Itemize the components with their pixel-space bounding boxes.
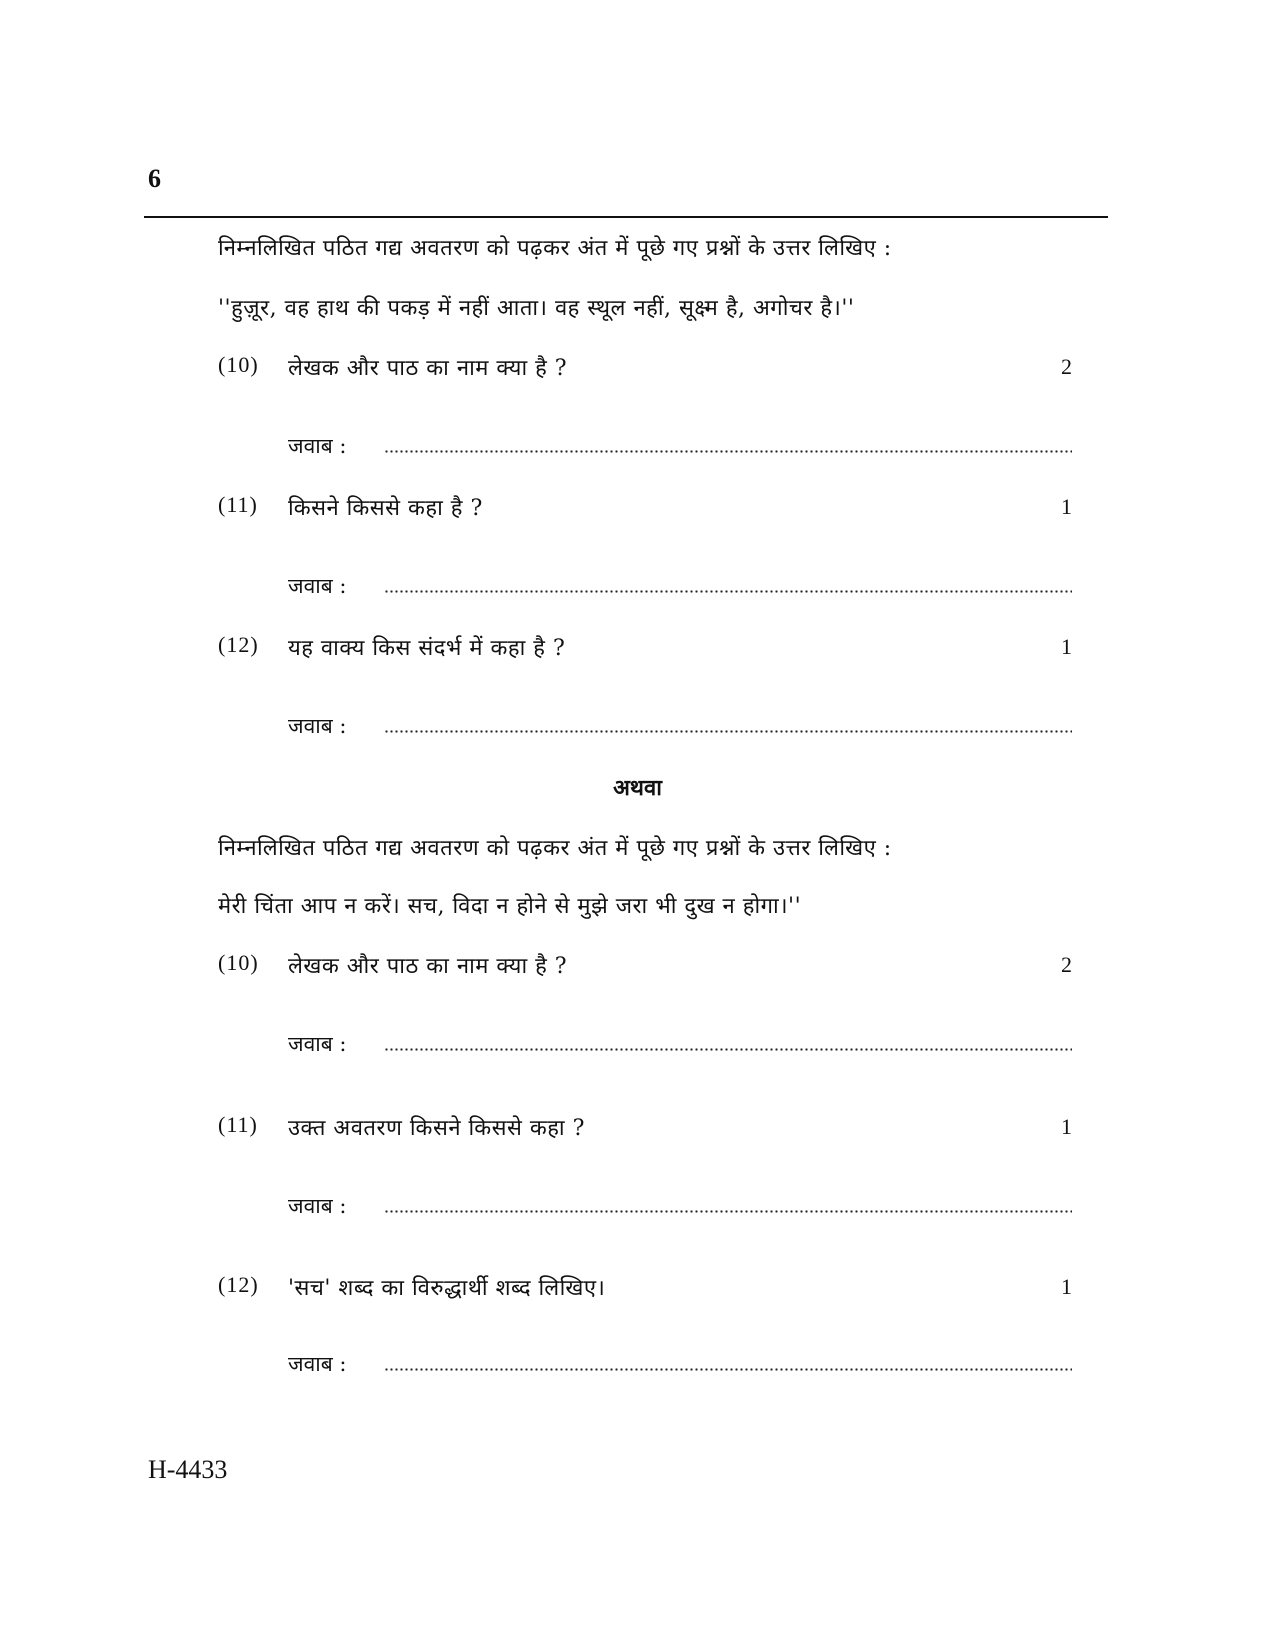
- question-text: लेखक और पाठ का नाम क्या है ?: [288, 356, 568, 381]
- question-text: यह वाक्य किस संदर्भ में कहा है ?: [288, 636, 566, 661]
- question-text: उक्त अवतरण किसने किससे कहा ?: [288, 1116, 585, 1141]
- page-number: 6: [148, 164, 161, 193]
- question-text: लेखक और पाठ का नाम क्या है ?: [288, 954, 568, 979]
- question-marks: 2: [1061, 354, 1072, 379]
- question-marks: 1: [1061, 634, 1072, 659]
- answer-line[interactable]: [384, 1210, 1072, 1213]
- answer-label: जवाब :: [288, 574, 347, 598]
- question-marks: 1: [1061, 1114, 1072, 1139]
- question-text: किसने किससे कहा है ?: [288, 496, 483, 521]
- question-number: (10): [218, 950, 259, 975]
- answer-line[interactable]: [384, 1048, 1072, 1051]
- question-marks: 1: [1061, 494, 1072, 519]
- question-number: (12): [218, 632, 259, 657]
- section-a-passage: ''हुज़ूर, वह हाथ की पकड़ में नहीं आता। वह स्थूल नहीं, सूक्ष्म है, अगोचर है।'': [218, 296, 855, 321]
- section-b-passage: मेरी चिंता आप न करें। सच, विदा न होने से मुझे जरा भी दुख न होगा।'': [218, 894, 802, 919]
- answer-label: जवाब :: [288, 1352, 347, 1376]
- answer-line[interactable]: [384, 590, 1072, 593]
- answer-label: जवाब :: [288, 434, 347, 458]
- answer-line[interactable]: [384, 1368, 1072, 1371]
- answer-label: जवाब :: [288, 714, 347, 738]
- answer-label: जवाब :: [288, 1032, 347, 1056]
- answer-line[interactable]: [384, 730, 1072, 733]
- question-marks: 1: [1061, 1274, 1072, 1299]
- question-number: (10): [218, 352, 259, 377]
- question-number: (12): [218, 1272, 259, 1297]
- section-a-instruction: निम्नलिखित पठित गद्य अवतरण को पढ़कर अंत में पूछे गए प्रश्नों के उत्तर लिखिए :: [218, 236, 892, 261]
- question-number: (11): [218, 492, 258, 517]
- question-marks: 2: [1061, 952, 1072, 977]
- section-b-instruction: निम्नलिखित पठित गद्य अवतरण को पढ़कर अंत में पूछे गए प्रश्नों के उत्तर लिखिए :: [218, 836, 892, 861]
- question-number: (11): [218, 1112, 258, 1137]
- answer-label: जवाब :: [288, 1194, 347, 1218]
- paper-code: H-4433: [148, 1455, 228, 1484]
- question-text: 'सच' शब्द का विरुद्धार्थी शब्द लिखिए।: [288, 1276, 606, 1301]
- answer-line[interactable]: [384, 450, 1072, 453]
- header-rule: [144, 216, 1108, 218]
- or-separator: अथवा: [613, 775, 662, 801]
